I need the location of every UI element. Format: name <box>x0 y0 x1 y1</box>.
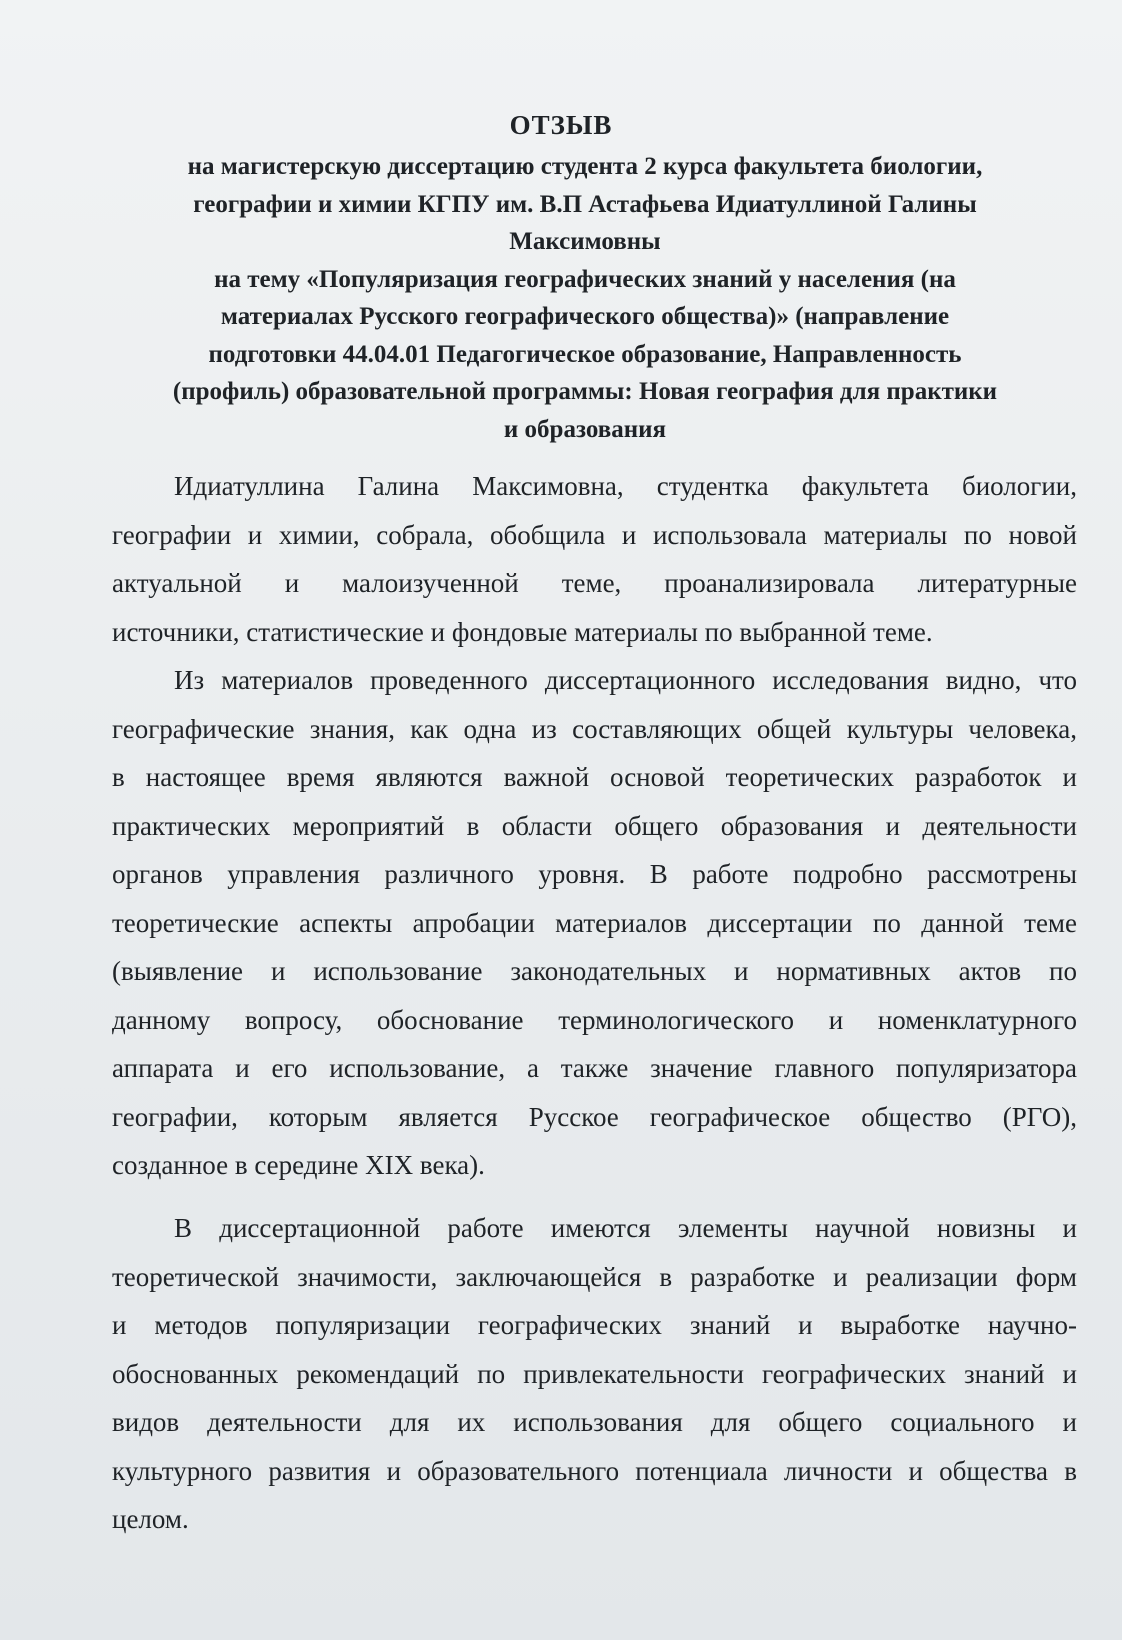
heading-line: и образования <box>503 415 667 443</box>
paragraph-line: географии, которым является Русское географическое общество (РГО), <box>112 1101 1077 1132</box>
paragraph-line: источники, статистические и фондовые материалы по выбранной теме. <box>112 616 933 647</box>
paragraph-line: теоретические аспекты апробации материалов диссертации по данной теме <box>112 907 1077 938</box>
heading-line: (профиль) образовательной программы: Новая география для практики <box>172 378 998 405</box>
paragraph-line: Из материалов проведенного диссертационного исследования видно, что <box>174 665 1077 695</box>
paragraph-line: созданное в середине XIX века). <box>112 1150 485 1180</box>
paragraph-line: аппарата и его использование, а также значение главного популяризатора <box>112 1053 1077 1083</box>
document-title: ОТЗЫВ <box>509 110 613 140</box>
heading-line: на тему «Популяризация географических знаний у населения (на <box>214 265 956 293</box>
paragraph-line: актуальной и малоизученной теме, проанализировала литературные <box>112 568 1077 598</box>
paragraph-line: теоретической значимости, заключающейся в разработке и реализации форм <box>112 1261 1077 1292</box>
paragraph-line: целом. <box>112 1504 189 1534</box>
paragraph-line: Идиатуллина Галина Максимовна, студентка факультета биологии, <box>174 471 1077 501</box>
paragraph-line: географические знания, как одна из составляющих общей культуры человека, <box>112 713 1077 744</box>
paragraph-line: органов управления различного уровня. В работе подробно рассмотрены <box>112 859 1077 889</box>
heading-line: материалах Русского географического общества)» (направление <box>220 303 950 330</box>
paragraph-line: культурного развития и образовательного потенциала личности и общества в <box>112 1455 1077 1486</box>
paragraph-line: и методов популяризации географических знаний и выработке научно- <box>112 1310 1077 1340</box>
heading-line: на магистерскую диссертацию студента 2 курса факультета биологии, <box>187 153 983 180</box>
review-subject-heading <box>100 148 1070 448</box>
paragraph-line: географии и химии, собрала, обобщила и использовала материалы по новой <box>112 519 1077 550</box>
paragraph-line: практических мероприятий в области общего образования и деятельности <box>112 810 1077 841</box>
heading-line: подготовки 44.04.01 Педагогическое образование, Направленность <box>208 340 962 368</box>
paragraph-scientific-novelty <box>112 1204 1077 1544</box>
paragraph-line: (выявление и использование законодательных и нормативных актов по <box>112 956 1077 986</box>
heading-line: Максимовны <box>509 228 661 255</box>
paragraph-research-content <box>112 656 1077 1190</box>
paragraph-student-work <box>112 462 1077 656</box>
paragraph-line: в настоящее время являются важной основой теоретических разработок и <box>112 762 1077 792</box>
paragraph-line: обоснованных рекомендаций по привлекательности географических знаний и <box>112 1358 1077 1389</box>
paragraph-line: данному вопросу, обоснование терминологического и номенклатурного <box>112 1004 1077 1035</box>
paragraph-line: видов деятельности для их использования для общего социального и <box>112 1407 1077 1437</box>
heading-line: географии и химии КГПУ им. В.П Астафьева Идиатуллиной Галины <box>193 190 977 218</box>
paragraph-line: В диссертационной работе имеются элементы научной новизны и <box>174 1213 1077 1243</box>
